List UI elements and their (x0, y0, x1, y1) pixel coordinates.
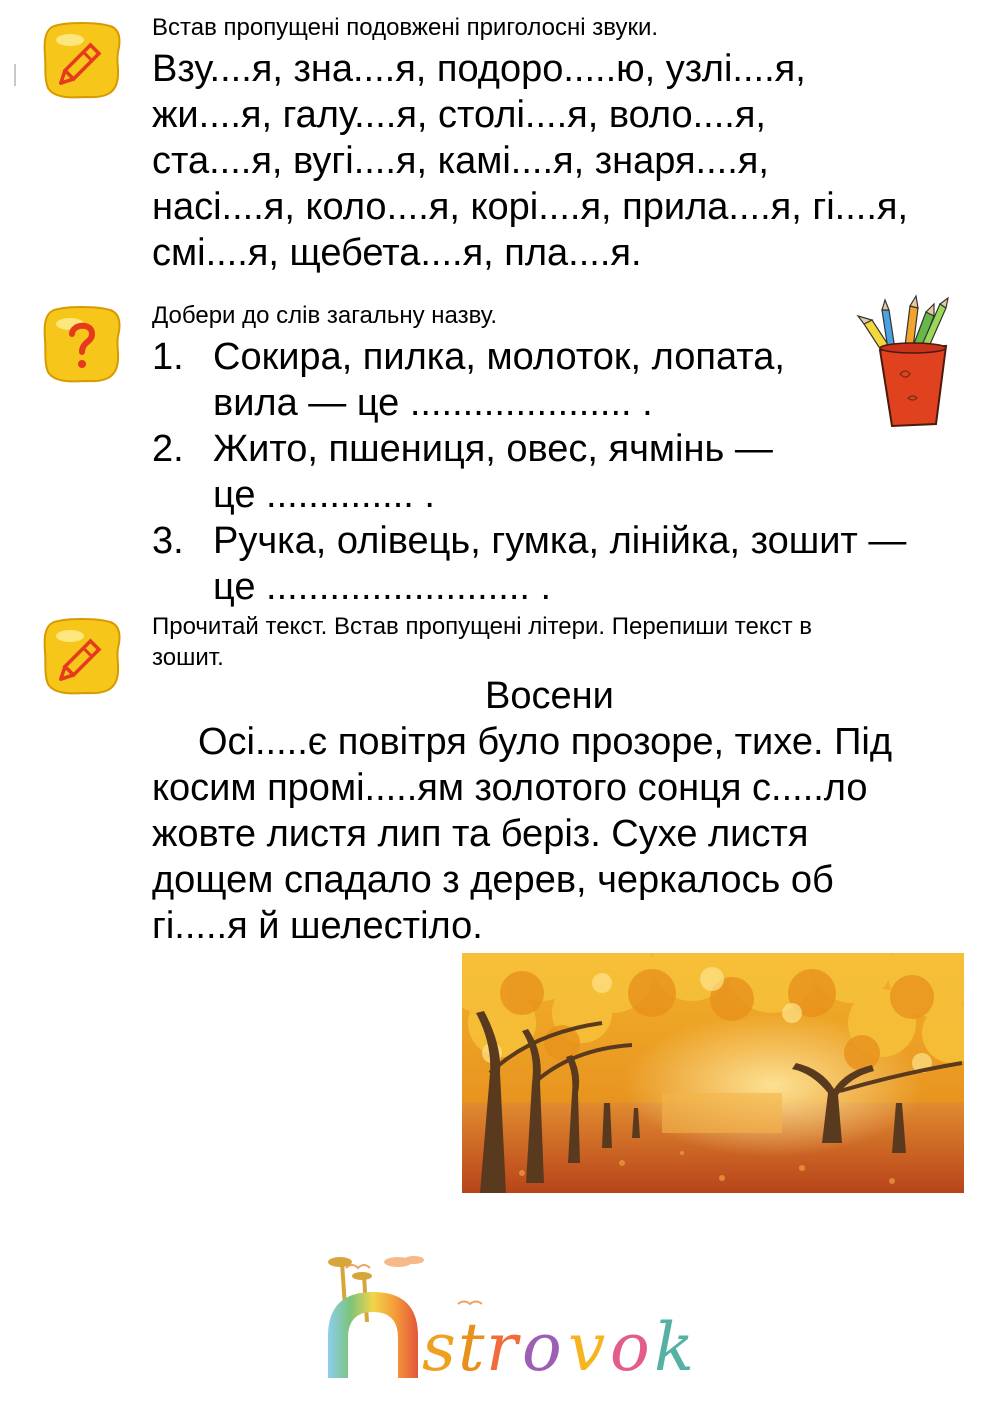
task1-line: ста....я, вугі....я, камі....я, знаря....я, (152, 140, 769, 182)
text-line: жовте листя лип та беріз. Сухе листя (152, 813, 809, 855)
list-item (152, 426, 912, 518)
task1-instruction: Встав пропущені подовжені приголосні звуки. (152, 14, 659, 41)
svg-text:k: k (654, 1309, 694, 1384)
text-line: дощем спадало з дерев, черкалось об (152, 859, 834, 901)
list-number: 3. (152, 520, 184, 562)
list-line: це .............. . (213, 474, 435, 516)
list-number: 2. (152, 428, 184, 470)
list-line: Сокира, пилка, молоток, лопата, (213, 336, 785, 378)
task3-instruction: Прочитай текст. Встав пропущені літери. Перепиши текст в (152, 613, 813, 640)
text-line: косим промі.....ям золотого сонця с.....ло (152, 767, 868, 809)
text-line: гі.....я й шелестіло. (152, 905, 483, 947)
list-line: це ......................... . (213, 566, 552, 608)
autumn-trees-photo (462, 953, 964, 1193)
text-line: Осі.....є повітря було прозоре, тихе. Під (198, 721, 893, 763)
pencil-icon (40, 614, 124, 698)
svg-text:s: s (422, 1309, 456, 1384)
pencil-icon (40, 18, 124, 102)
list-item (152, 334, 912, 426)
svg-text:o: o (522, 1309, 562, 1384)
list-number: 1. (152, 336, 184, 378)
ostrovok-logo (318, 1252, 758, 1384)
stray-mark (14, 64, 16, 86)
question-mark-icon (40, 302, 124, 386)
list-line: Жито, пшениця, овес, ячмінь — (213, 428, 773, 470)
list-item (152, 518, 972, 610)
svg-text:r: r (486, 1309, 518, 1384)
task3-instruction: зошит. (152, 644, 224, 671)
list-line: вила — це ..................... . (213, 382, 653, 424)
text-title: Восени (485, 675, 614, 717)
svg-text:o: o (610, 1309, 650, 1384)
svg-text:v: v (568, 1309, 606, 1384)
svg-text:t: t (458, 1309, 485, 1384)
task1-line: смі....я, щебета....я, пла....я. (152, 232, 642, 274)
task1-line: жи....я, галу....я, столі....я, воло....я, (152, 94, 766, 136)
task1-line: насі....я, коло....я, корі....я, прила....я, гі....я, (152, 186, 909, 228)
task1-line: Взу....я, зна....я, подоро.....ю, узлі....я, (152, 48, 806, 90)
task2-instruction: Добери до слів загальну назву. (152, 302, 498, 329)
pencil-cup-icon (852, 294, 962, 430)
list-line: Ручка, олівець, гумка, лінійка, зошит — (213, 520, 907, 562)
